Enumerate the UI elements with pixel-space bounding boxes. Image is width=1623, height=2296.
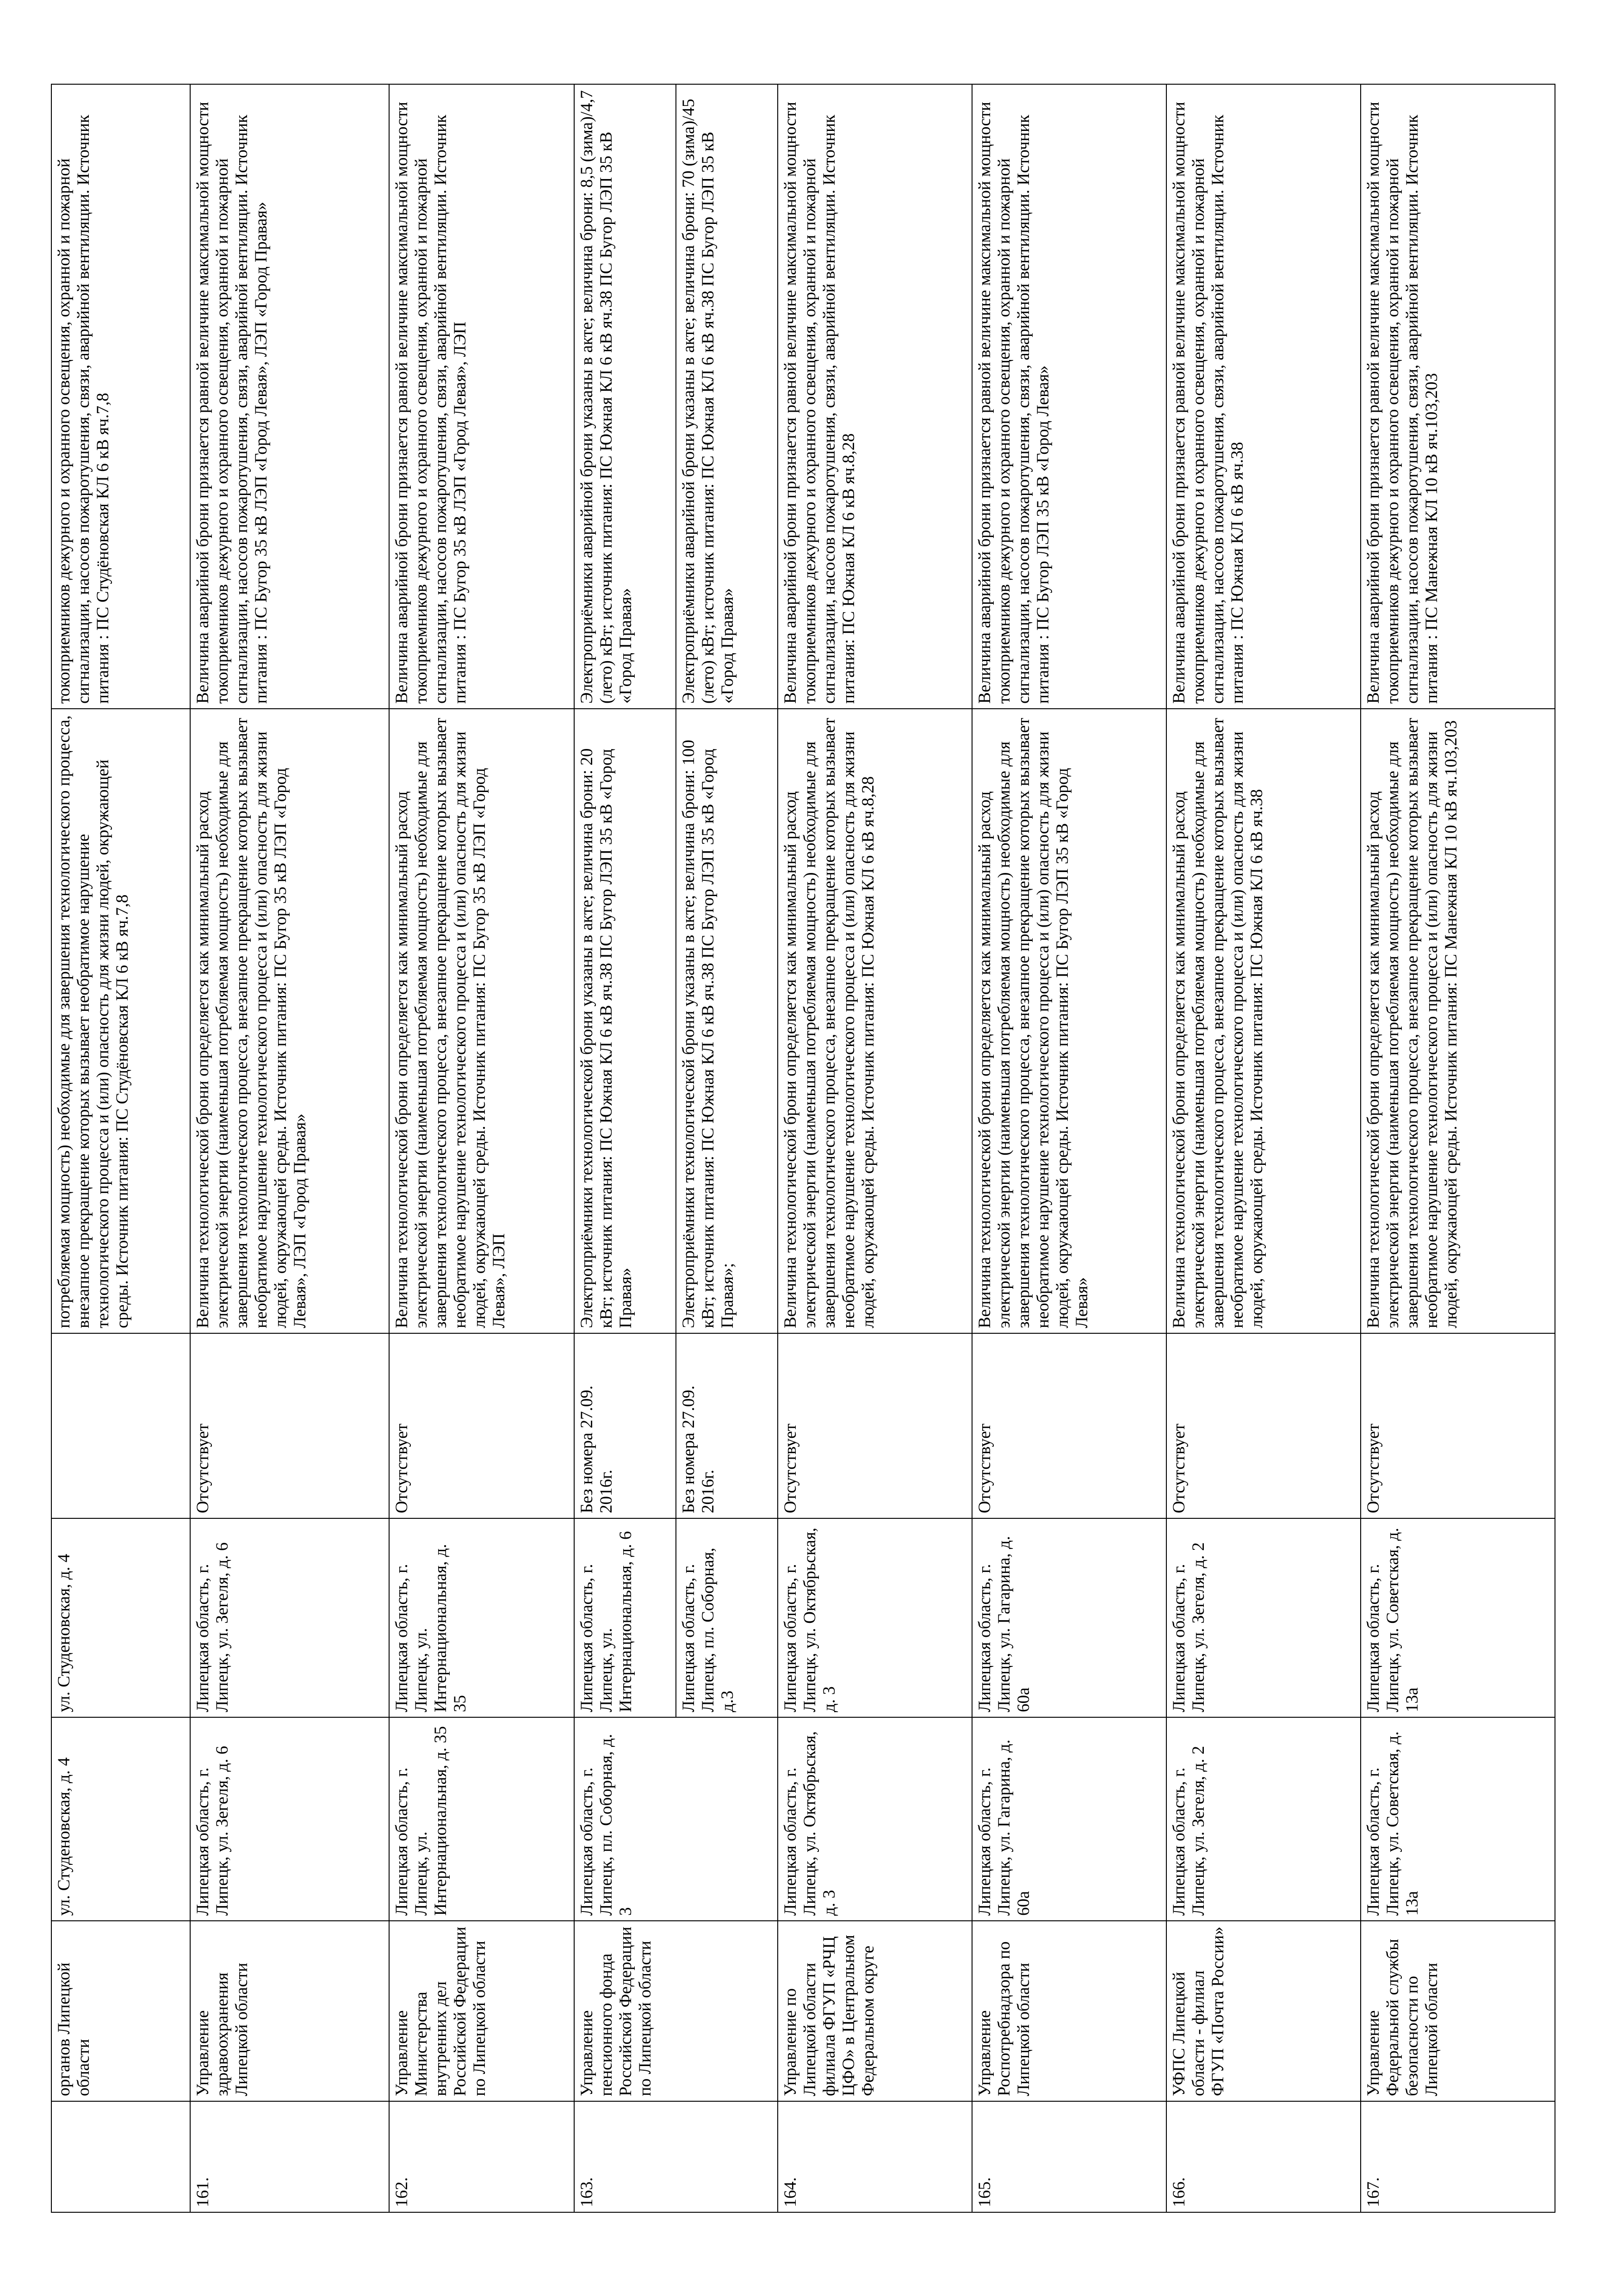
act-details: Без номера 27.09. 2016г. (574, 1333, 676, 1518)
object-address: Липецкая область, г. Липецк, ул. Интернациональная, д. 6 (574, 1518, 676, 1717)
object-address: Липецкая область, г. Липецк, ул. Гагарина, д. 60а (972, 1518, 1166, 1717)
table-row (778, 84, 972, 2212)
legal-address: Липецкая область, г. Липецк, ул. Интернациональная, д. 35 (389, 1717, 574, 1921)
emergency-reserve: Величина аварийной брони признается равной величине максимальной мощности токоприемников дежурного и охранного освещения, охранной и пожарной сигнализации, насосов пожаротушения, связи, аварийной вентиляции. Источник питания: ПС Южная КЛ 6 кВ яч.8,28 (778, 84, 972, 709)
organization-name: Управление Министерства внутренних дел Российской Федерации по Липецкой области (389, 1921, 574, 2101)
object-address: Липецкая область, г. Липецк, ул. Зегеля, д. 6 (190, 1518, 389, 1717)
emergency-reserve: Величина аварийной брони признается равной величине максимальной мощности токоприемников дежурного и охранного освещения, охранной и пожарной сигнализации, насосов пожаротушения, связи, аварийной вентиляции. Источник питания : ПС Бугор ЛЭП 35 кВ «Город Левая» (972, 84, 1166, 709)
organization-name: органов Липецкой области (51, 1921, 190, 2101)
legal-address: Липецкая область, г. Липецк, пл. Соборная, д. 3 (574, 1717, 778, 1921)
organization-name: Управление здравоохранения Липецкой области (190, 1921, 389, 2101)
object-address: Липецкая область, г. Липецк, ул. Советская, д. 13а (1361, 1518, 1555, 1717)
act-details: Отсутствует (778, 1333, 972, 1518)
object-address: ул. Студеновская, д. 4 (51, 1518, 190, 1717)
table-row (574, 84, 676, 2212)
row-number: 163. (574, 2101, 778, 2212)
object-address: Липецкая область, г. Липецк, ул. Зегеля, д. 2 (1166, 1518, 1361, 1717)
emergency-reserve: Величина аварийной брони признается равной величине максимальной мощности токоприемников дежурного и охранного освещения, охранной и пожарной сигнализации, насосов пожаротушения, связи, аварийной вентиляции. Источник питания : ПС Южная КЛ 6 кВ яч.38 (1166, 84, 1361, 709)
technological-reserve: потребляемая мощность) необходимые для завершения технологического процесса, внезапное прекращение которых вызывает необратимое нарушение технологического процесса и (или) опасность для жизни людей, окружающей среды. Источник питания: ПС Студёновская КЛ 6 кВ яч.7,8 (51, 709, 190, 1333)
organization-name: УФПС Липецкой области - филиал ФГУП «Почта России» (1166, 1921, 1361, 2101)
act-details: Отсутствует (190, 1333, 389, 1518)
row-number: 161. (190, 2101, 389, 2212)
object-address: Липецкая область, г. Липецк, ул. Октябрьская, д. 3 (778, 1518, 972, 1717)
act-details: Отсутствует (1166, 1333, 1361, 1518)
table-row (1361, 84, 1555, 2212)
emergency-reserve: Величина аварийной брони признается равной величине максимальной мощности токоприемников дежурного и охранного освещения, охранной и пожарной сигнализации, насосов пожаротушения, связи, аварийной вентиляции. Источник питания : ПС Бугор 35 кВ ЛЭП «Город Левая», ЛЭП «Город Правая» (190, 84, 389, 709)
emergency-reserve: Электроприёмники аварийной брони указаны в акте; величина брони: 70 (зима)/45 (лето) кВт; источник питания: ПС Южная КЛ 6 кВ яч.38 ПС Бугор ЛЭП 35 кВ «Город Правая» (676, 84, 778, 709)
organization-name: Управление по Липецкой области филиала ФГУП «РЧЦ ЦФО» в Центральном Федеральном округе (778, 1921, 972, 2101)
table-row (51, 84, 190, 2212)
legal-address: ул. Студеновская, д. 4 (51, 1717, 190, 1921)
technological-reserve: Электроприёмники технологической брони указаны в акте; величина брони: 20 кВт; источник питания: ПС Южная КЛ 6 кВ яч.38 ПС Бугор ЛЭП 35 кВ «Город Правая» (574, 709, 676, 1333)
object-address: Липецкая область, г. Липецк, пл. Соборная, д.3 (676, 1518, 778, 1717)
object-address: Липецкая область, г. Липецк, ул. Интернациональная, д. 35 (389, 1518, 574, 1717)
row-number (51, 2101, 190, 2212)
organization-name: Управление Федеральной службы безопасности по Липецкой области (1361, 1921, 1555, 2101)
table-row (190, 84, 389, 2212)
table-row (972, 84, 1166, 2212)
technological-reserve: Величина технологической брони определяется как минимальный расход электрической энергии (наименьшая потребляемая мощность) необходимые для завершения технологического процесса, внезапное прекращение которых вызывает необратимое нарушение технологического процесса и (или) опасность для жизни людей, окружающей среды. Источник питания: ПС Южная КЛ 6 кВ яч.38 (1166, 709, 1361, 1333)
act-details: Отсутствует (1361, 1333, 1555, 1518)
table-row (389, 84, 574, 2212)
legal-address: Липецкая область, г. Липецк, ул. Зегеля, д. 6 (190, 1717, 389, 1921)
power-reserve-table (51, 84, 1555, 2213)
technological-reserve: Электроприёмники технологической брони указаны в акте; величина брони: 100 кВт; источник питания: ПС Южная КЛ 6 кВ яч.38 ПС Бугор ЛЭП 35 кВ «Город Правая»; (676, 709, 778, 1333)
technological-reserve: Величина технологической брони определяется как минимальный расход электрической энергии (наименьшая потребляемая мощность) необходимые для завершения технологического процесса, внезапное прекращение которых вызывает необратимое нарушение технологического процесса и (или) опасность для жизни людей, окружающей среды. Источник питания: ПС Манежная КЛ 10 кВ яч.103,203 (1361, 709, 1555, 1333)
emergency-reserve: Величина аварийной брони признается равной величине максимальной мощности токоприемников дежурного и охранного освещения, охранной и пожарной сигнализации, насосов пожаротушения, связи, аварийной вентиляции. Источник питания : ПС Манежная КЛ 10 кВ яч.103,203 (1361, 84, 1555, 709)
technological-reserve: Величина технологической брони определяется как минимальный расход электрической энергии (наименьшая потребляемая мощность) необходимые для завершения технологического процесса, внезапное прекращение которых вызывает необратимое нарушение технологического процесса и (или) опасность для жизни людей, окружающей среды. Источник питания: ПС Бугор 35 кВ ЛЭП «Город Левая», ЛЭП «Город Правая» (190, 709, 389, 1333)
table-row (1166, 84, 1361, 2212)
technological-reserve: Величина технологической брони определяется как минимальный расход электрической энергии (наименьшая потребляемая мощность) необходимые для завершения технологического процесса, внезапное прекращение которых вызывает необратимое нарушение технологического процесса и (или) опасность для жизни людей, окружающей среды. Источник питания: ПС Бугор 35 кВ ЛЭП «Город Левая», ЛЭП (389, 709, 574, 1333)
organization-name: Управление пенсионного фонда Российской Федерации по Липецкой области (574, 1921, 778, 2101)
row-number: 164. (778, 2101, 972, 2212)
emergency-reserve: Электроприёмники аварийной брони указаны в акте; величина брони: 8,5 (зима)/4,7 (лето) кВт; источник питания: ПС Южная КЛ 6 кВ яч.38 ПС Бугор ЛЭП 35 кВ «Город Правая» (574, 84, 676, 709)
act-details: Без номера 27.09. 2016г. (676, 1333, 778, 1518)
technological-reserve: Величина технологической брони определяется как минимальный расход электрической энергии (наименьшая потребляемая мощность) необходимые для завершения технологического процесса, внезапное прекращение которых вызывает необратимое нарушение технологического процесса и (или) опасность для жизни людей, окружающей среды. Источник питания: ПС Бугор ЛЭП 35 кВ «Город Левая» (972, 709, 1166, 1333)
technological-reserve: Величина технологической брони определяется как минимальный расход электрической энергии (наименьшая потребляемая мощность) необходимые для завершения технологического процесса, внезапное прекращение которых вызывает необратимое нарушение технологического процесса и (или) опасность для жизни людей, окружающей среды. Источник питания: ПС Южная КЛ 6 кВ яч.8,28 (778, 709, 972, 1333)
row-number: 165. (972, 2101, 1166, 2212)
row-number: 167. (1361, 2101, 1555, 2212)
legal-address: Липецкая область, г. Липецк, ул. Советская, д. 13а (1361, 1717, 1555, 1921)
act-details: Отсутствует (389, 1333, 574, 1518)
legal-address: Липецкая область, г. Липецк, ул. Гагарина, д. 60а (972, 1717, 1166, 1921)
organization-name: Управление Роспотребнадзора по Липецкой области (972, 1921, 1166, 2101)
act-details (51, 1333, 190, 1518)
emergency-reserve: токоприемников дежурного и охранного освещения, охранной и пожарной сигнализации, насосов пожаротушения, связи, аварийной вентиляции. Источник питания : ПС Студёновская КЛ 6 кВ яч.7,8 (51, 84, 190, 709)
act-details: Отсутствует (972, 1333, 1166, 1518)
row-number: 166. (1166, 2101, 1361, 2212)
legal-address: Липецкая область, г. Липецк, ул. Октябрьская, д. 3 (778, 1717, 972, 1921)
legal-address: Липецкая область, г. Липецк, ул. Зегеля, д. 2 (1166, 1717, 1361, 1921)
row-number: 162. (389, 2101, 574, 2212)
emergency-reserve: Величина аварийной брони признается равной величине максимальной мощности токоприемников дежурного и охранного освещения, охранной и пожарной сигнализации, насосов пожаротушения, связи, аварийной вентиляции. Источник питания : ПС Бугор 35 кВ ЛЭП «Город Левая», ЛЭП (389, 84, 574, 709)
